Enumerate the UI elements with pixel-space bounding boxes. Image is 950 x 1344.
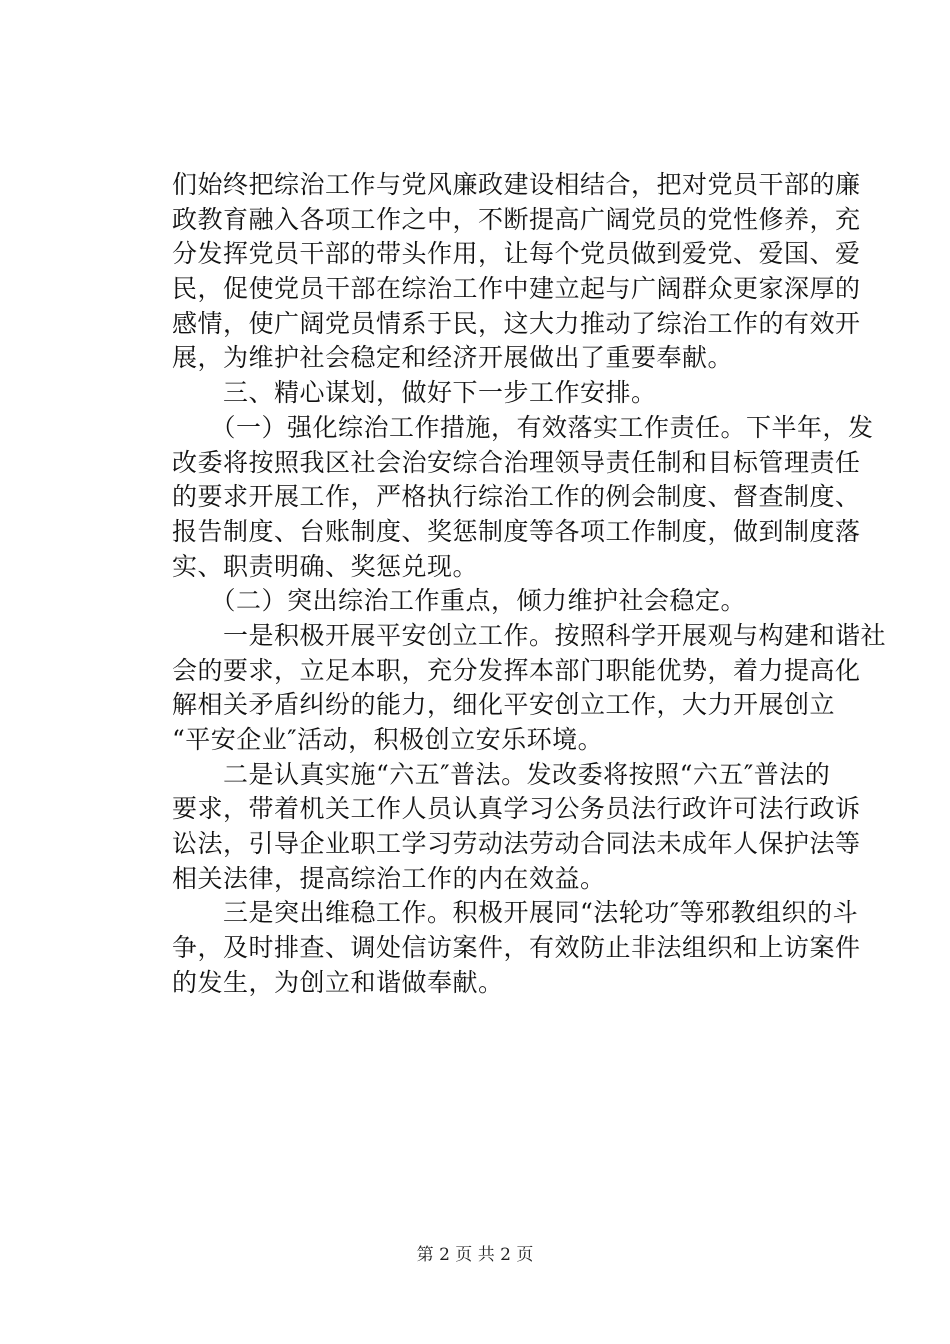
page-footer: 第 2 页 共 2 页 [416, 1245, 534, 1265]
text-line: 展，为维护社会稳定和经济开展做出了重要奉献。 [172, 343, 734, 373]
text-line: 的要求开展工作，严格执行综治工作的例会制度、督查制度、 [172, 482, 861, 512]
text-line: 三是突出维稳工作。积极开展同“法轮功″等邪教组织的斗 [172, 898, 859, 928]
text-line: （二）突出综治工作重点，倾力维护社会稳定。 [172, 586, 747, 616]
text-line: “平安企业″活动，积极创立安乐环境。 [172, 725, 604, 754]
text-line: 争，及时排查、调处信访案件，有效防止非法组织和上访案件 [172, 933, 861, 963]
text-line: 的发生，为创立和谐做奉献。 [172, 967, 504, 997]
text-line: 要求，带着机关工作人员认真学习公务员法行政许可法行政诉 [172, 794, 861, 824]
text-line: 实、职责明确、奖惩兑现。 [172, 551, 479, 581]
text-line: 解相关矛盾纠纷的能力，细化平安创立工作，大力开展创立 [172, 690, 836, 720]
text-line: 一是积极开展平安创立工作。按照科学开展观与构建和谐社 [172, 620, 887, 650]
text-line: 相关法律，提高综治工作的内在效益。 [172, 863, 606, 893]
text-line: 会的要求，立足本职，充分发挥本部门职能优势，着力提高化 [172, 655, 861, 685]
text-line: （一）强化综治工作措施，有效落实工作责任。下半年，发 [172, 412, 874, 442]
text-line: 讼法，引导企业职工学习劳动法劳动合同法未成年人保护法等 [172, 829, 861, 859]
text-line: 报告制度、台账制度、奖惩制度等各项工作制度，做到制度落 [172, 516, 861, 546]
text-line: 分发挥党员干部的带头作用，让每个党员做到爱党、爱国、爱 [172, 239, 861, 269]
document-body [172, 168, 887, 1001]
text-line: 们始终把综治工作与党风廉政建设相结合，把对党员干部的廉 [172, 170, 861, 199]
text-line: 感情，使广阔党员情系于民，这大力推动了综治工作的有效开 [172, 308, 861, 338]
text-line: 二是认真实施“六五″普法。发改委将按照“六五″普法的 [172, 759, 831, 789]
text-line: 改委将按照我区社会治安综合治理领导责任制和目标管理责任 [172, 447, 861, 477]
text-line: 三、精心谋划，做好下一步工作安排。 [172, 378, 657, 408]
text-line: 政教育融入各项工作之中，不断提高广阔党员的党性修养，充 [172, 204, 861, 234]
text-line: 民，促使党员干部在综治工作中建立起与广阔群众更家深厚的 [172, 274, 861, 304]
